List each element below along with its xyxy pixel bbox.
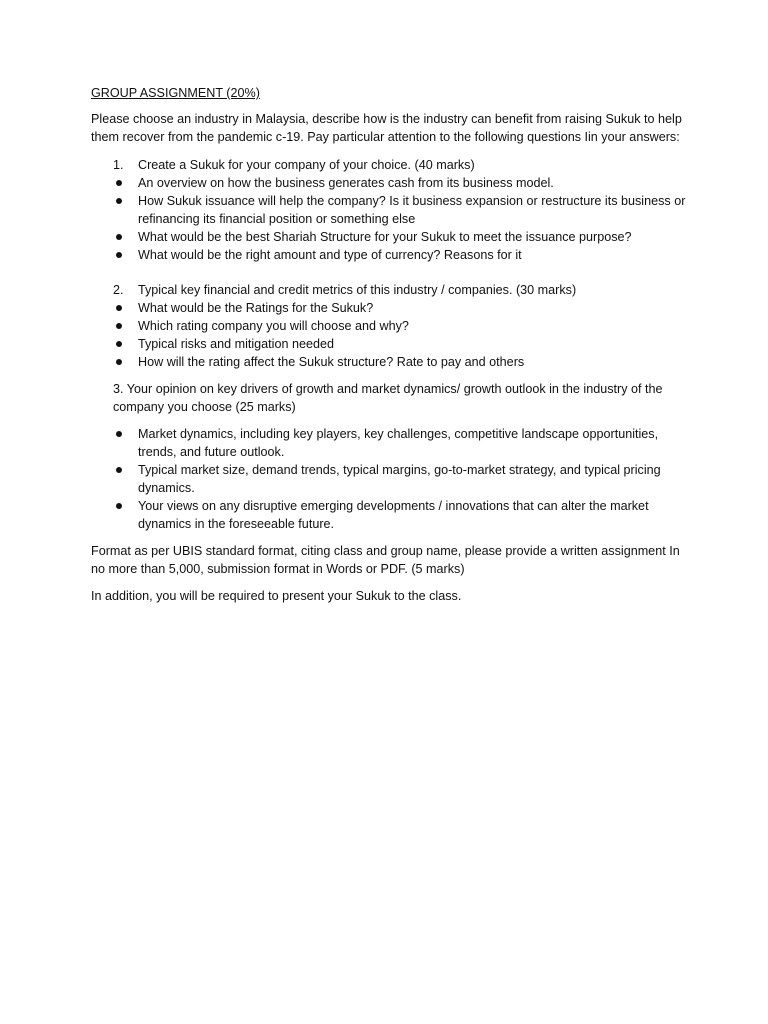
section-1-number: 1. [113,158,124,172]
section-3-list [91,425,691,533]
list-item-text: An overview on how the business generates cash from its business model. [138,176,554,190]
bullet-icon [116,359,122,365]
bullet-icon [116,341,122,347]
list-item-text: Your views on any disruptive emerging developments / innovations that can alter the market dynamics in the foreseeable future. [138,499,649,531]
bullet-icon [116,467,122,473]
section-2-number: 2. [113,283,124,297]
list-item [91,174,691,192]
section-1-title-item [91,156,691,174]
bullet-icon [116,323,122,329]
list-item-text: How will the rating affect the Sukuk structure? Rate to pay and others [138,355,525,369]
list-item [91,353,691,371]
bullet-icon [116,180,122,186]
bullet-icon [116,252,122,258]
section-3-title: 3. Your opinion on key drivers of growth and market dynamics/ growth outlook in the industry of the company you choose (25 marks) [113,382,663,414]
list-item [91,461,691,497]
list-item-text: Which rating company you will choose and why? [138,319,409,333]
list-item-text: Typical market size, demand trends, typical margins, go-to-market strategy, and typical pricing dynamics. [138,463,661,495]
list-item [91,299,691,317]
list-item [91,497,691,533]
intro-paragraph: Please choose an industry in Malaysia, describe how is the industry can benefit from raising Sukuk to help them recover from the pandemic c-19. Pay particular attention to the following questions Iin your answers: [91,112,682,144]
bullet-icon [116,305,122,311]
list-item [91,228,691,246]
bullet-icon [116,198,122,204]
list-item [91,425,691,461]
assignment-heading: GROUP ASSIGNMENT (20%) [91,86,260,100]
list-item-text: Typical risks and mitigation needed [138,337,335,351]
closing-note: In addition, you will be required to present your Sukuk to the class. [91,589,462,603]
list-item-text: What would be the right amount and type of currency? Reasons for it [138,248,522,262]
format-note: Format as per UBIS standard format, citing class and group name, please provide a written assignment In no more than 5,000, submission format in Words or PDF. (5 marks) [91,544,680,576]
list-item-text: What would be the Ratings for the Sukuk? [138,301,374,315]
list-item [91,246,691,264]
list-item [91,317,691,335]
list-item [91,335,691,353]
section-2-title: Typical key financial and credit metrics of this industry / companies. (30 marks) [138,283,577,297]
section-2-title-item [91,281,691,299]
section-2 [91,281,691,371]
section-3 [91,380,691,533]
bullet-icon [116,431,122,437]
section-1 [91,156,691,264]
list-item-text: Market dynamics, including key players, key challenges, competitive landscape opportunities, trends, and future outlook. [138,427,659,459]
list-item [91,192,691,228]
list-item-text: How Sukuk issuance will help the company? Is it business expansion or restructure its business or refinancing its financial position or something else [138,194,686,226]
bullet-icon [116,234,122,240]
document-page [91,84,691,605]
bullet-icon [116,503,122,509]
section-1-title: Create a Sukuk for your company of your choice. (40 marks) [138,158,475,172]
list-item-text: What would be the best Shariah Structure for your Sukuk to meet the issuance purpose? [138,230,632,244]
